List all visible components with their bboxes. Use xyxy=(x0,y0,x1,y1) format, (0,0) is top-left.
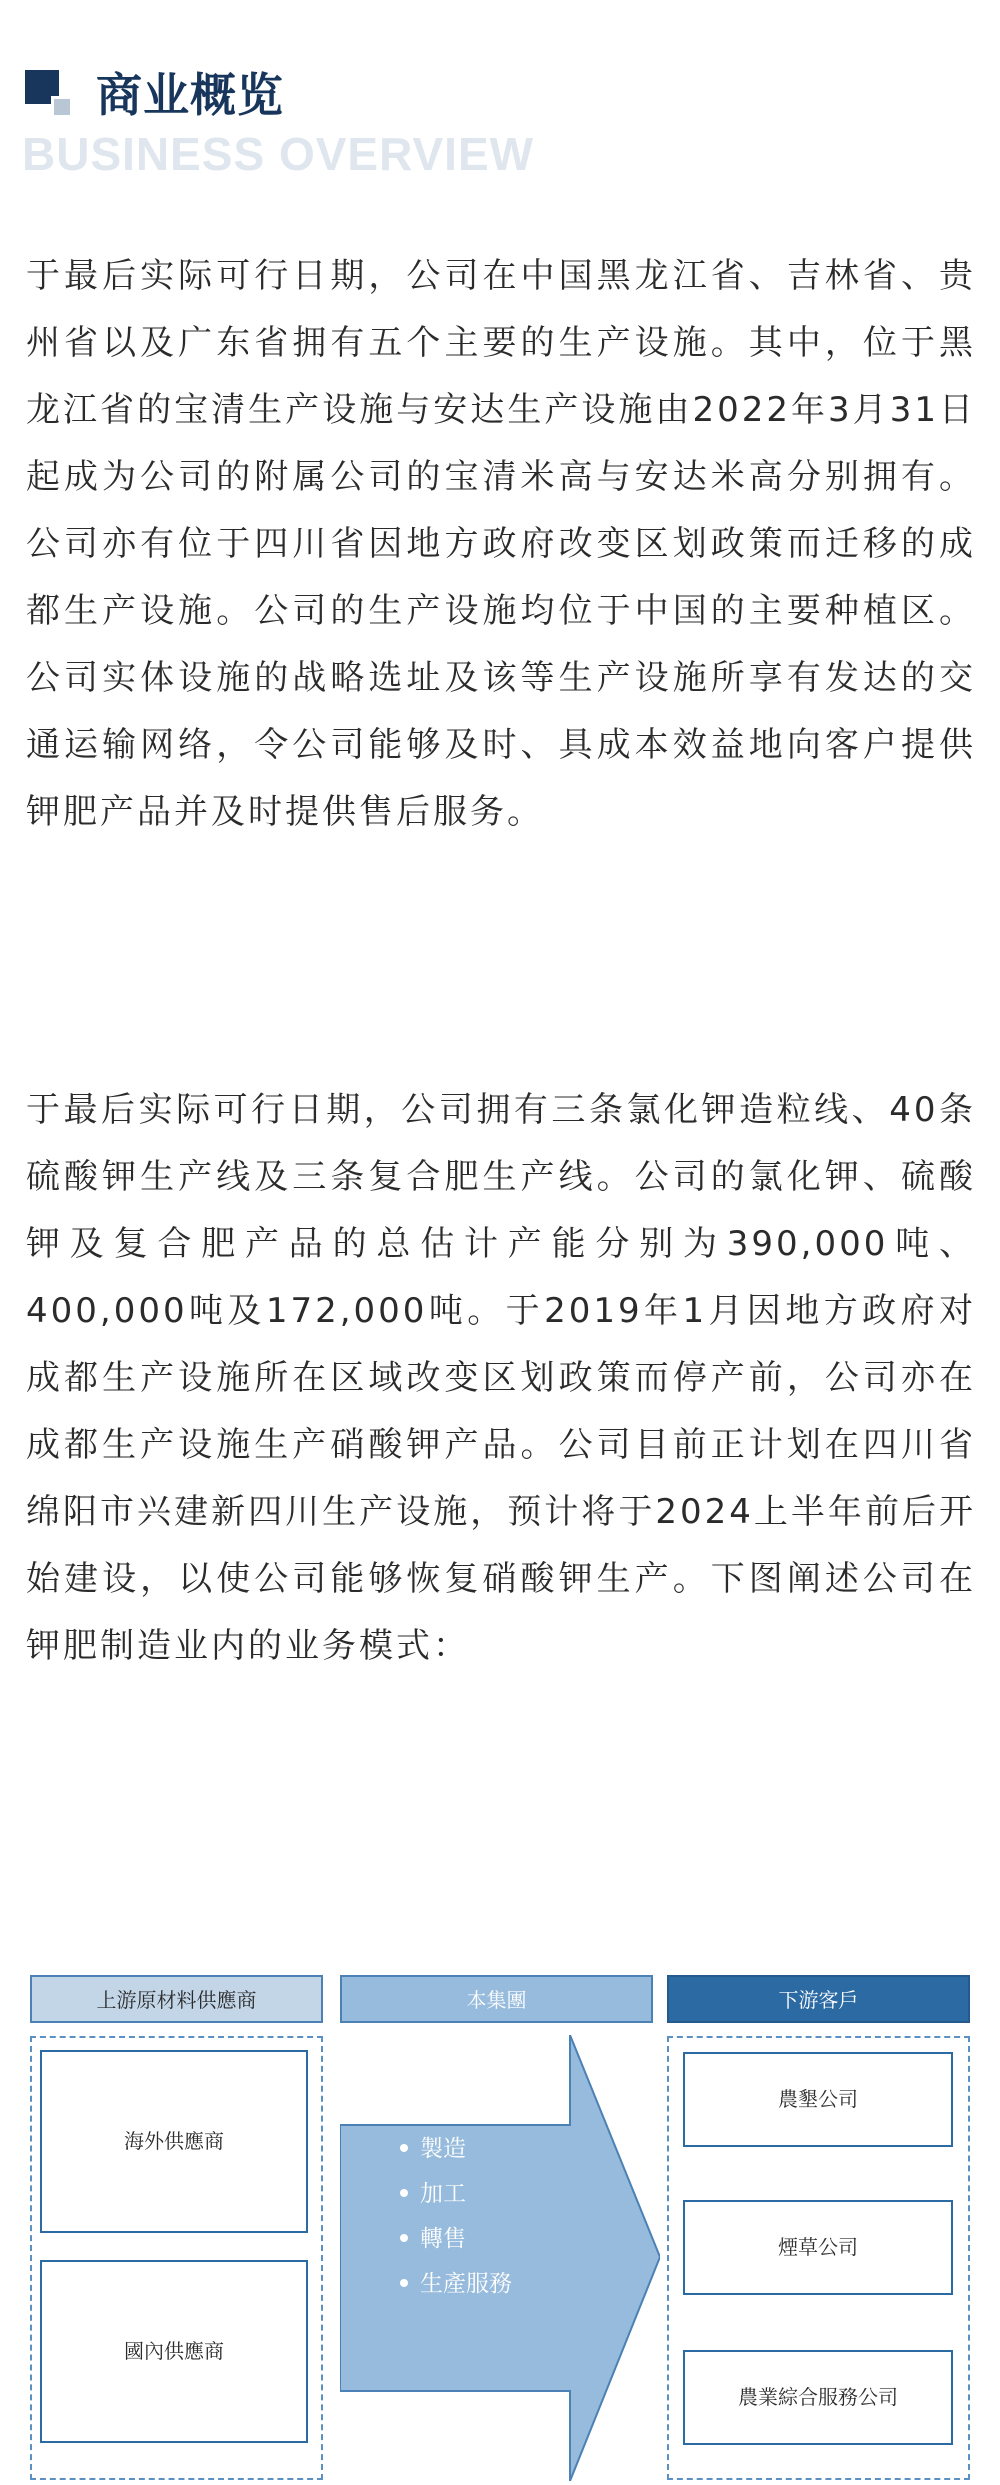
activity-item: 加工 xyxy=(400,2172,600,2217)
activity-item: 轉售 xyxy=(400,2217,600,2262)
customer-box-tobacco: 煙草公司 xyxy=(683,2200,953,2295)
paragraph-capacity: 于最后实际可行日期，公司拥有三条氯化钾造粒线、40条硫酸钾生产线及三条复合肥生产线。公司的氯化钾、硫酸钾及复合肥产品的总估计产能分别为390,000吨、400,000吨及172,000吨。于2019年1月因地方政府对成都生产设施所在区域改变区划政策而停产前，公司亦在成都生产设施生产硝酸钾产品。公司目前正计划在四川省绵阳市兴建新四川生产设施，预计将于2024上半年前后开始建设，以使公司能够恢复硝酸钾生产。下图阐述公司在钾肥制造业内的业务模式： xyxy=(26,1090,976,1666)
activity-item: 製造 xyxy=(400,2127,600,2172)
activity-item: 生產服務 xyxy=(400,2262,600,2307)
activity-list xyxy=(400,2127,600,2307)
bullet-icon xyxy=(400,2234,408,2242)
group-header: 本集團 xyxy=(340,1975,653,2023)
section-title-icon xyxy=(25,70,77,122)
upstream-header: 上游原材料供應商 xyxy=(30,1975,323,2023)
supplier-box-domestic: 國內供應商 xyxy=(40,2260,308,2443)
bullet-icon xyxy=(400,2189,408,2197)
supplier-box-overseas: 海外供應商 xyxy=(40,2050,308,2233)
paragraph-facilities: 于最后实际可行日期，公司在中国黑龙江省、吉林省、贵州省以及广东省拥有五个主要的生产设施。其中，位于黑龙江省的宝清生产设施与安达生产设施由2022年3月31日起成为公司的附属公司的宝清米高与安达米高分别拥有。公司亦有位于四川省因地方政府改变区划政策而迁移的成都生产设施。公司的生产设施均位于中国的主要种植区。公司实体设施的战略选址及该等生产设施所享有发达的交通运输网络，令公司能够及时、具成本效益地向客户提供钾肥产品并及时提供售后服务。 xyxy=(26,256,976,832)
downstream-header: 下游客戶 xyxy=(667,1975,970,2023)
customer-box-agri-services: 農業綜合服務公司 xyxy=(683,2350,953,2445)
section-subtitle: BUSINESS OVERVIEW xyxy=(22,128,535,180)
business-model-diagram xyxy=(30,1975,970,2480)
customer-box-farm: 農墾公司 xyxy=(683,2052,953,2147)
bullet-icon xyxy=(400,2279,408,2287)
bullet-icon xyxy=(400,2144,408,2152)
section-title: 商业概览 xyxy=(96,68,284,122)
